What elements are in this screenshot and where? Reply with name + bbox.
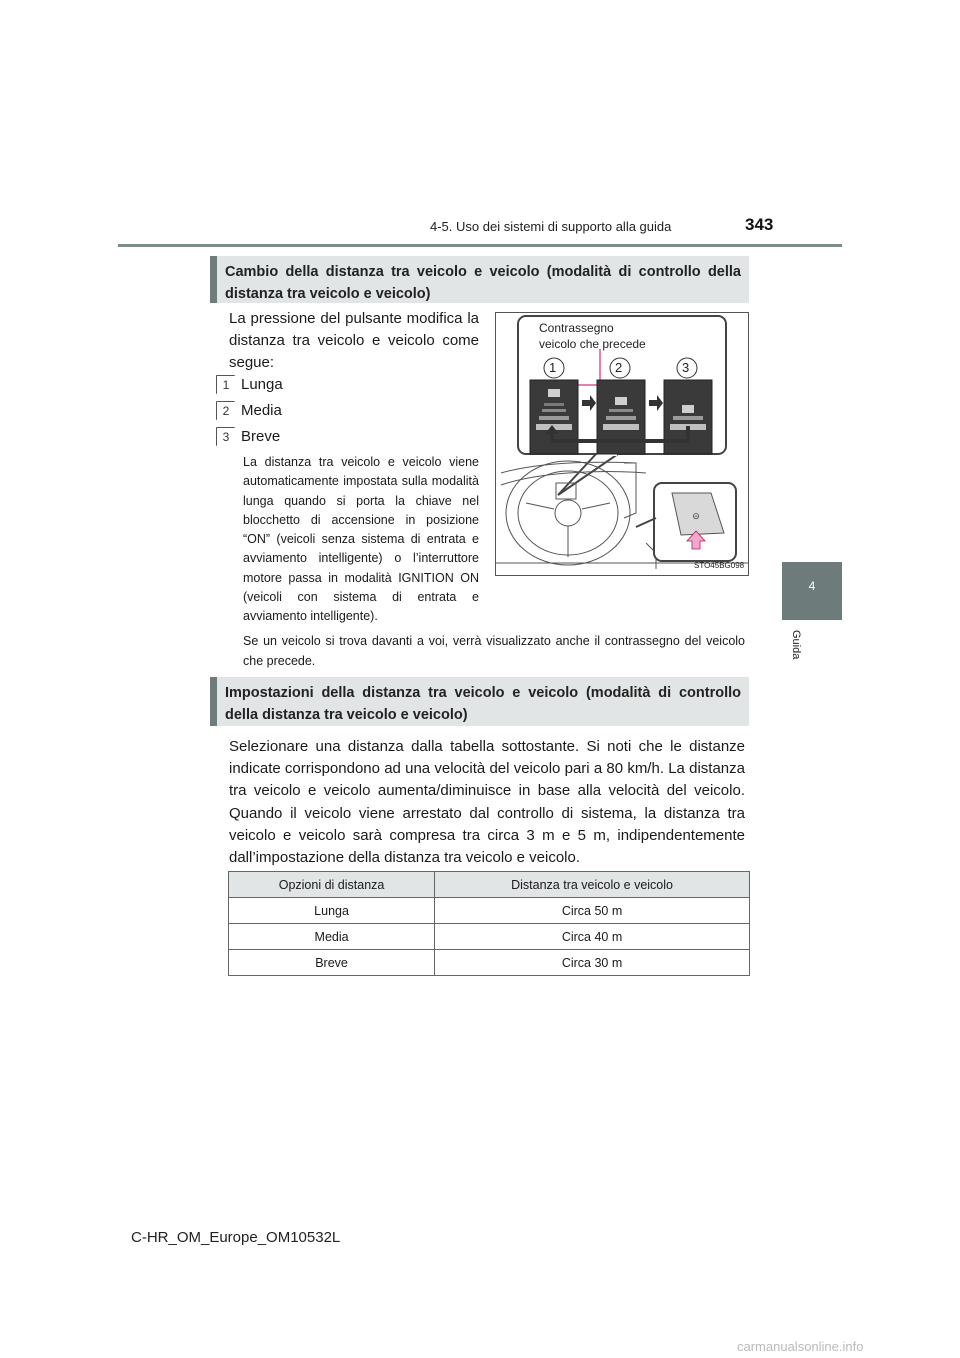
chapter-number: 4 bbox=[808, 579, 816, 593]
option-label: Lunga bbox=[241, 376, 283, 393]
table-cell: Breve bbox=[229, 950, 435, 976]
section-heading-change-distance: Cambio della distanza tra veicolo e veicolo (modalità di controllo della distanza tra veicolo e veicolo) bbox=[210, 256, 749, 303]
circle-number-3: 3 bbox=[682, 360, 690, 375]
note-preceding-vehicle: Se un veicolo si trova davanti a voi, verrà visualizzato anche il contrassegno del veicolo che precede. bbox=[243, 634, 745, 668]
option-label: Media bbox=[241, 402, 282, 419]
note-default-distance: La distanza tra veicolo e veicolo viene automaticamente impostata sulla modalità lunga quando si porta la chiave nel blocchetto di accensione in posizione “ON” (veicoli senza sistema di entrata e avviamento intelligente) o l’interruttore motore passa in modalità IGNITION ON (veicoli con sistema di entrata e avviamento intelligente). bbox=[243, 455, 479, 624]
watermark: carmanualsonline.info bbox=[737, 1339, 864, 1354]
table-header-row bbox=[229, 872, 750, 898]
table-cell: Lunga bbox=[229, 898, 435, 924]
table-cell: Circa 50 m bbox=[435, 898, 750, 924]
option-medium bbox=[216, 401, 282, 420]
figure-distance-switch bbox=[495, 312, 749, 576]
option-long bbox=[216, 375, 283, 394]
table-row bbox=[229, 898, 750, 924]
table-cell: Media bbox=[229, 924, 435, 950]
table-header-cell: Opzioni di distanza bbox=[229, 872, 435, 898]
option-number: 2 bbox=[216, 401, 235, 420]
table-header-cell: Distanza tra veicolo e veicolo bbox=[435, 872, 750, 898]
header-rule bbox=[118, 244, 842, 247]
figure-illustration bbox=[496, 313, 749, 576]
svg-text:⊝: ⊝ bbox=[692, 511, 700, 521]
figure-label: Contrassegno veicolo che precede bbox=[539, 321, 646, 351]
section-heading-distance-settings: Impostazioni della distanza tra veicolo e veicolo (modalità di controllo della distanza tra veicolo e veicolo) bbox=[210, 677, 749, 726]
option-label: Breve bbox=[241, 428, 281, 445]
table-cell: Circa 30 m bbox=[435, 950, 750, 976]
page-number: 343 bbox=[745, 215, 774, 234]
settings-paragraph: Selezionare una distanza dalla tabella sottostante. Si noti che le distanze indicate corrispondono ad una velocità del veicolo pari a 80 km/h. La distanza tra veicolo e veicolo aumenta/diminuisce in base alla velocità del veicolo. Quando il veicolo viene arrestato dal controllo di sistema, la distanza tra veicolo e veicolo sarà compresa tra circa 3 m e 5 m, indipendentemente dall’impostazione della distanza tra veicolo e veicolo. bbox=[229, 738, 745, 867]
table-row bbox=[229, 924, 750, 950]
table-row bbox=[229, 950, 750, 976]
footer-code: C-HR_OM_Europe_OM10532L bbox=[131, 1229, 341, 1246]
circle-number-1: 1 bbox=[549, 360, 557, 375]
table-cell: Circa 40 m bbox=[435, 924, 750, 950]
circle-number-2: 2 bbox=[615, 360, 623, 375]
chapter-tab[interactable] bbox=[782, 562, 842, 620]
option-number: 3 bbox=[216, 427, 235, 446]
intro-text: La pressione del pulsante modifica la distanza tra veicolo e veicolo come segue: bbox=[229, 310, 479, 371]
header-title: 4-5. Uso dei sistemi di supporto alla guida bbox=[430, 219, 672, 234]
distance-table bbox=[228, 871, 750, 976]
figure-code: STO45BG098 bbox=[694, 561, 745, 570]
option-short bbox=[216, 427, 280, 446]
chapter-label: Guida bbox=[790, 630, 802, 660]
option-number: 1 bbox=[216, 375, 235, 394]
